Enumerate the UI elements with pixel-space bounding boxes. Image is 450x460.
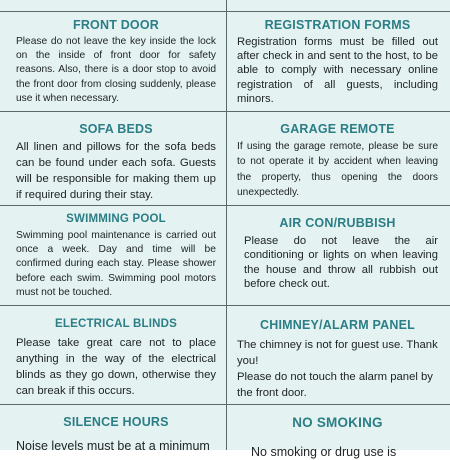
section-title: CHIMNEY/ALARM PANEL <box>260 318 415 332</box>
section-swimming-pool <box>0 206 226 306</box>
section-body: Please take great care not to place anything in the way of the electrical blinds as they go down, otherwise they can break if this occurs. <box>16 337 216 397</box>
section-body: Registration forms must be filled out after check in and sent to the host, to be able to comply with necessary online registration of all guests, including minors. <box>237 36 438 105</box>
section-body: If using the garage remote, please be sure to not operate it by accident when leaving the property, thus opening the doors unexpectedly. <box>237 141 438 199</box>
section-chimney-alarm-panel <box>226 306 450 405</box>
section-title: ELECTRICAL BLINDS <box>54 318 178 330</box>
section-body-line: Please do not touch the alarm panel by the front door. <box>237 371 433 399</box>
section-body: All linen and pillows for the sofa beds can be found under each sofa. Guests will be responsible for making them up if required during their stay. <box>16 141 216 201</box>
section-air-con-rubbish <box>226 206 450 306</box>
section-title: GARAGE REMOTE <box>280 122 395 136</box>
section-body: Please do not leave the air conditioning or lights on when leaving the house and throw all rubbish out before check out. <box>244 235 438 291</box>
section-silence-hours <box>0 405 226 453</box>
section-title: SOFA BEDS <box>79 122 153 136</box>
section-title: NO SMOKING <box>292 415 383 430</box>
section-title: SWIMMING POOL <box>66 213 166 225</box>
section-electrical-blinds <box>0 306 226 405</box>
section-title: REGISTRATION FORMS <box>264 18 411 32</box>
section-registration-forms <box>226 12 450 112</box>
section-title: FRONT DOOR <box>72 18 160 32</box>
top-strip-right <box>226 0 450 12</box>
section-no-smoking <box>226 405 450 459</box>
section-title: SILENCE HOURS <box>63 415 169 429</box>
section-body: Swimming pool maintenance is carried out once a week. Day and time will be confirmed during each stay. Please shower before each swim. Swimming pool motors must not be touched. <box>16 230 216 298</box>
top-strip-left <box>0 0 226 12</box>
section-sofa-beds <box>0 112 226 206</box>
section-body: Please do not leave the key inside the lock on the inside of front door for safety reasons. Also, there is a door stop to avoid the front door from closing suddenly, please use it when necessary. <box>16 36 216 104</box>
section-body-line: The chimney is not for guest use. Thank you! <box>237 339 438 367</box>
section-body <box>237 337 438 401</box>
section-garage-remote <box>226 112 450 206</box>
section-body: Noise levels must be at a minimum <box>16 439 210 453</box>
section-front-door <box>0 12 226 112</box>
section-title: AIR CON/RUBBISH <box>279 216 396 230</box>
section-body: No smoking or drug use is <box>251 445 397 459</box>
